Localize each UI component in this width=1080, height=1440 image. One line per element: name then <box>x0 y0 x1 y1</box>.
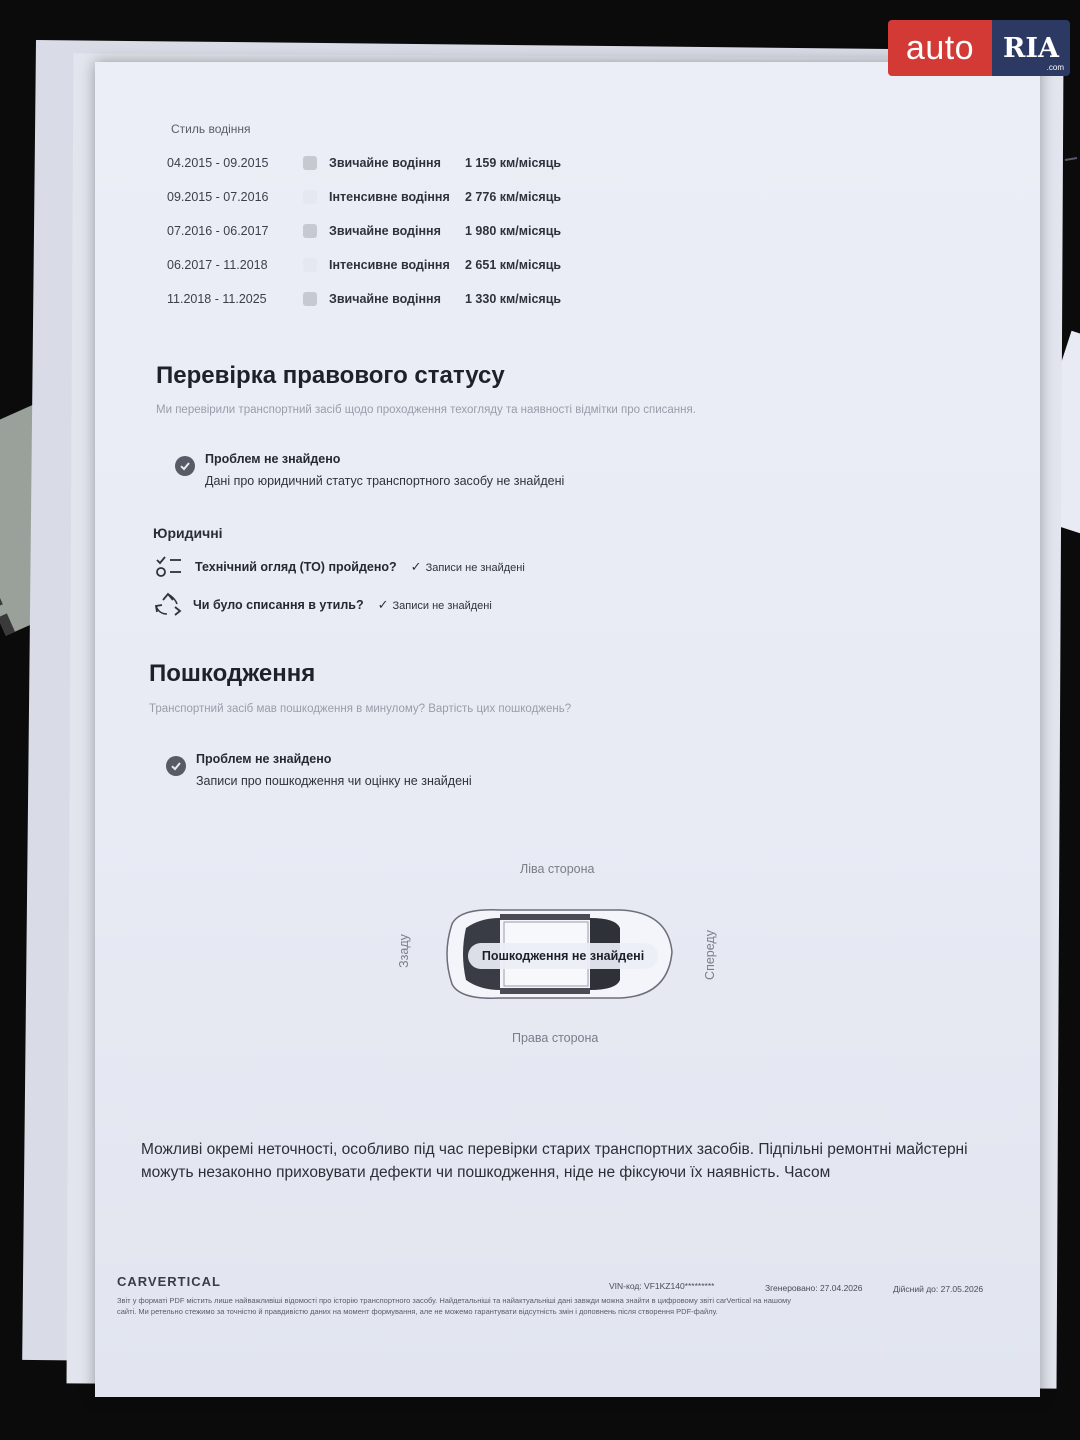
monthly-distance: 2 651 км/місяць <box>465 258 562 272</box>
damage-status-title: Проблем не знайдено <box>196 752 332 766</box>
style-type: Звичайне водіння <box>329 292 441 306</box>
period-label: 06.2017 - 11.2018 <box>167 258 268 272</box>
monthly-distance: 1 330 км/місяць <box>465 292 562 306</box>
front-label: Спереду <box>702 930 717 980</box>
check-icon: ✓ <box>410 559 422 574</box>
driving-style-row <box>167 220 561 242</box>
scrapped-question: Чи було списання в утиль? <box>193 598 364 612</box>
rear-label: Ззаду <box>396 934 411 968</box>
logo-ria-text: RIA <box>1002 32 1060 64</box>
auto-ria-logo <box>888 20 1070 76</box>
driving-style-row <box>167 152 561 174</box>
legal-status-title: Проблем не знайдено <box>205 452 341 466</box>
period-label: 09.2015 - 07.2016 <box>167 190 269 204</box>
monthly-distance: 1 159 км/місяць <box>465 156 562 170</box>
damage-status-desc: Записи про пошкодження чи оцінку не знайдені <box>196 774 472 788</box>
driving-style-row <box>167 254 561 276</box>
report-page <box>95 62 1040 1397</box>
legal-section-title: Юридичні <box>153 525 223 541</box>
driving-style-title: Стиль водіння <box>171 122 251 136</box>
carvertical-logo: CARVERTICAL <box>117 1274 221 1289</box>
logo-auto-part: auto <box>888 20 992 76</box>
logo-ria-part <box>992 20 1070 76</box>
footer-fine-print-1: Звіт у форматі PDF містить лише найважливіші відомості про історію транспортного засобу. Найдетальніші та найактуальніші дані завжди можна знайти в цифровому звіті carVertical на нашому <box>117 1296 792 1305</box>
recycle-icon <box>153 592 183 618</box>
period-label: 11.2018 - 11.2025 <box>167 292 267 306</box>
inspection-question: Технічний огляд (ТО) пройдено? <box>195 560 397 574</box>
monthly-distance: 2 776 км/місяць <box>465 190 562 204</box>
right-side-label: Права сторона <box>512 1031 599 1045</box>
checklist-icon <box>155 554 185 580</box>
legal-status-desc: Дані про юридичний статус транспортного засобу не знайдені <box>205 474 565 488</box>
period-label: 07.2016 - 06.2017 <box>167 224 269 238</box>
check-icon: ✓ <box>377 597 389 612</box>
legal-item-inspection <box>155 554 525 580</box>
driving-style-row <box>167 186 561 208</box>
staple-mark <box>1063 154 1080 162</box>
legal-heading: Перевірка правового статусу <box>156 362 505 389</box>
damage-subtitle: Транспортний засіб мав пошкодження в минулому? Вартість цих пошкоджень? <box>149 703 572 715</box>
style-color-swatch <box>303 156 317 170</box>
logo-com-text: .com <box>1046 63 1064 72</box>
vin-code: VIN-код: VF1KZ140********* <box>609 1281 715 1291</box>
style-type: Звичайне водіння <box>329 224 441 238</box>
style-color-swatch <box>303 292 317 306</box>
disclaimer-text: Можливі окремі неточності, особливо під час перевірки старих транспортних засобів. Підпільні ремонтні майстерні можуть незаконно приховувати дефекти чи пошкодження, ніде не фіксуючи їх наявність. Часом <box>141 1141 968 1181</box>
left-side-label: Ліва сторона <box>520 862 595 876</box>
legal-subtitle: Ми перевірили транспортний засіб щодо проходження техогляду та наявності відмітки про списання. <box>156 404 696 416</box>
period-label: 04.2015 - 09.2015 <box>167 156 269 170</box>
style-type: Інтенсивне водіння <box>329 258 450 272</box>
legal-item-scrapped <box>153 592 492 618</box>
check-circle-icon <box>166 756 186 776</box>
damage-heading: Пошкодження <box>149 660 316 687</box>
no-damage-badge: Пошкодження не знайдені <box>468 943 658 969</box>
footer-fine-print-2: сайті. Ми ретельно стежимо за точністю й правдивістю даних на момент формування, але не можемо гарантувати відсутність змін і доповнень після створення PDF-файлу. <box>117 1307 718 1316</box>
valid-until-date: Дійсний до: 27.05.2026 <box>893 1284 984 1294</box>
style-color-swatch <box>303 190 317 204</box>
style-color-swatch <box>303 258 317 272</box>
driving-style-row <box>167 288 561 310</box>
generated-date: Згенеровано: 27.04.2026 <box>765 1283 863 1293</box>
style-color-swatch <box>303 224 317 238</box>
inspection-result: Записи не знайдені <box>425 562 525 574</box>
style-type: Інтенсивне водіння <box>329 190 450 204</box>
style-type: Звичайне водіння <box>329 156 441 170</box>
scrapped-result: Записи не знайдені <box>392 600 492 612</box>
monthly-distance: 1 980 км/місяць <box>465 224 562 238</box>
check-circle-icon <box>175 456 195 476</box>
